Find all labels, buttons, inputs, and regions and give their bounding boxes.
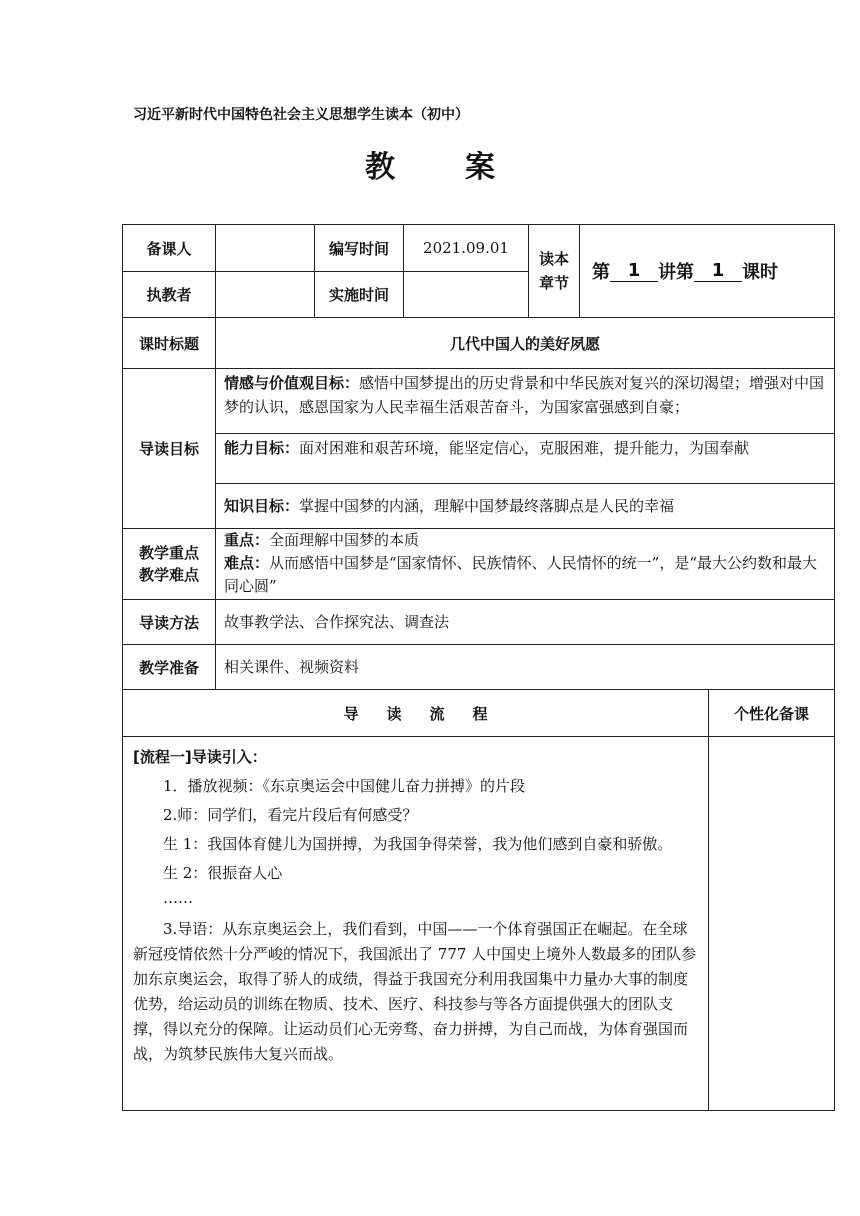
difficult-point-text: 从而感悟中国梦是“国家情怀、民族情怀、人民情怀的统一”，是“最大公约数和最大同心圆”	[224, 554, 818, 595]
keypoints-label-1: 教学重点	[138, 544, 199, 562]
flow-paragraph: 3.导语：从东京奥运会上，我们看到，中国——一个体育强国正在崛起。在全球新冠疫情依然十分严峻的情况下，我国派出了 777 人中国史上境外人数最多的团队参加东京奥运会，取得了骄人的成绩，得益于我国充分利用我国集中力量办大事的制度优势，给运动员的训练在物质、技术、医疗、科技参与等各方面提供强大的团队支撑，得以充分的保障。让运动员们心无旁骛、奋力拼搏，为自己而战，为体育强国而战，为筑梦民族伟大复兴而战。	[133, 920, 697, 1063]
difficult-point	[224, 552, 826, 598]
flow-paragraph: ……	[163, 889, 193, 907]
method-label: 导读方法	[122, 599, 216, 645]
knowledge-objective	[215, 483, 835, 529]
key-point-label: 重点：	[224, 531, 270, 549]
written-time-label: 编写时间	[314, 224, 404, 272]
personal-notes-cell	[708, 736, 835, 1111]
chapter-prefix: 第	[592, 262, 610, 283]
preparer-value	[215, 224, 315, 272]
ability-objective-text: 面对困难和艰苦环境，能坚定信心，克服困难，提升能力，为国奉献	[299, 439, 750, 457]
preparer-label: 备课人	[122, 224, 216, 272]
key-point-text: 全面理解中国梦的本质	[269, 531, 420, 549]
prep-label: 教学准备	[122, 644, 216, 690]
knowledge-objective-label: 知识目标：	[224, 497, 300, 515]
chapter-label: 读本章节	[528, 224, 580, 318]
impl-time-value	[403, 271, 529, 318]
flow-paragraph: 生 1：我国体育健儿为国拼搏，为我国争得荣誉，我为他们感到自豪和骄傲。	[163, 835, 673, 853]
chapter-lecture-number: 1	[610, 260, 658, 282]
keypoints-label-2: 教学难点	[138, 566, 199, 584]
emotion-objective-text: 感悟中国梦提出的历史背景和中华民族对复兴的深切渴望；增强对中国梦的认识，感恩国家为人民幸福生活艰苦奋斗，为国家富强感到自豪；	[224, 374, 825, 416]
personal-header: 个性化备课	[708, 689, 835, 737]
method-value: 故事教学法、合作探究法、调查法	[215, 599, 835, 645]
impl-time-label: 实施时间	[314, 271, 404, 318]
knowledge-objective-text: 掌握中国梦的内涵，理解中国梦最终落脚点是人民的幸福	[299, 497, 675, 515]
objectives-label: 导读目标	[122, 368, 216, 529]
teacher-value	[215, 271, 315, 318]
chapter-suffix: 课时	[742, 262, 778, 283]
keypoints-label	[122, 528, 216, 600]
teacher-label: 执教者	[122, 271, 216, 318]
flow-paragraph: 生 2：很振奋人心	[163, 864, 283, 882]
keypoints-content	[215, 528, 835, 600]
emotion-objective-label: 情感与价值观目标：	[224, 374, 360, 392]
emotion-objective	[215, 368, 835, 434]
page-title: 教案	[365, 150, 565, 185]
flow-paragraph: 1．播放视频：《东京奥运会中国健儿奋力拼搏》的片段	[163, 777, 526, 795]
chapter-value	[579, 224, 835, 318]
document-header: 习近平新时代中国特色社会主义思想学生读本（初中）	[133, 107, 469, 123]
flow-content	[122, 736, 709, 1111]
ability-objective-label: 能力目标：	[224, 439, 300, 457]
lesson-title-label: 课时标题	[122, 317, 216, 369]
flow-step-title: [流程一]导读引入：	[133, 748, 267, 766]
lesson-title-value: 几代中国人的美好夙愿	[215, 317, 835, 369]
key-point	[224, 529, 826, 552]
ability-objective	[215, 433, 835, 484]
flow-header: 导读流程	[122, 689, 709, 737]
chapter-mid: 讲第	[658, 262, 694, 283]
chapter-lesson-number: 1	[694, 260, 742, 282]
difficult-point-label: 难点：	[224, 554, 270, 572]
prep-value: 相关课件、视频资料	[215, 644, 835, 690]
flow-paragraph: 2.师：同学们，看完片段后有何感受？	[163, 806, 418, 824]
written-time-value: 2021.09.01	[403, 224, 529, 272]
